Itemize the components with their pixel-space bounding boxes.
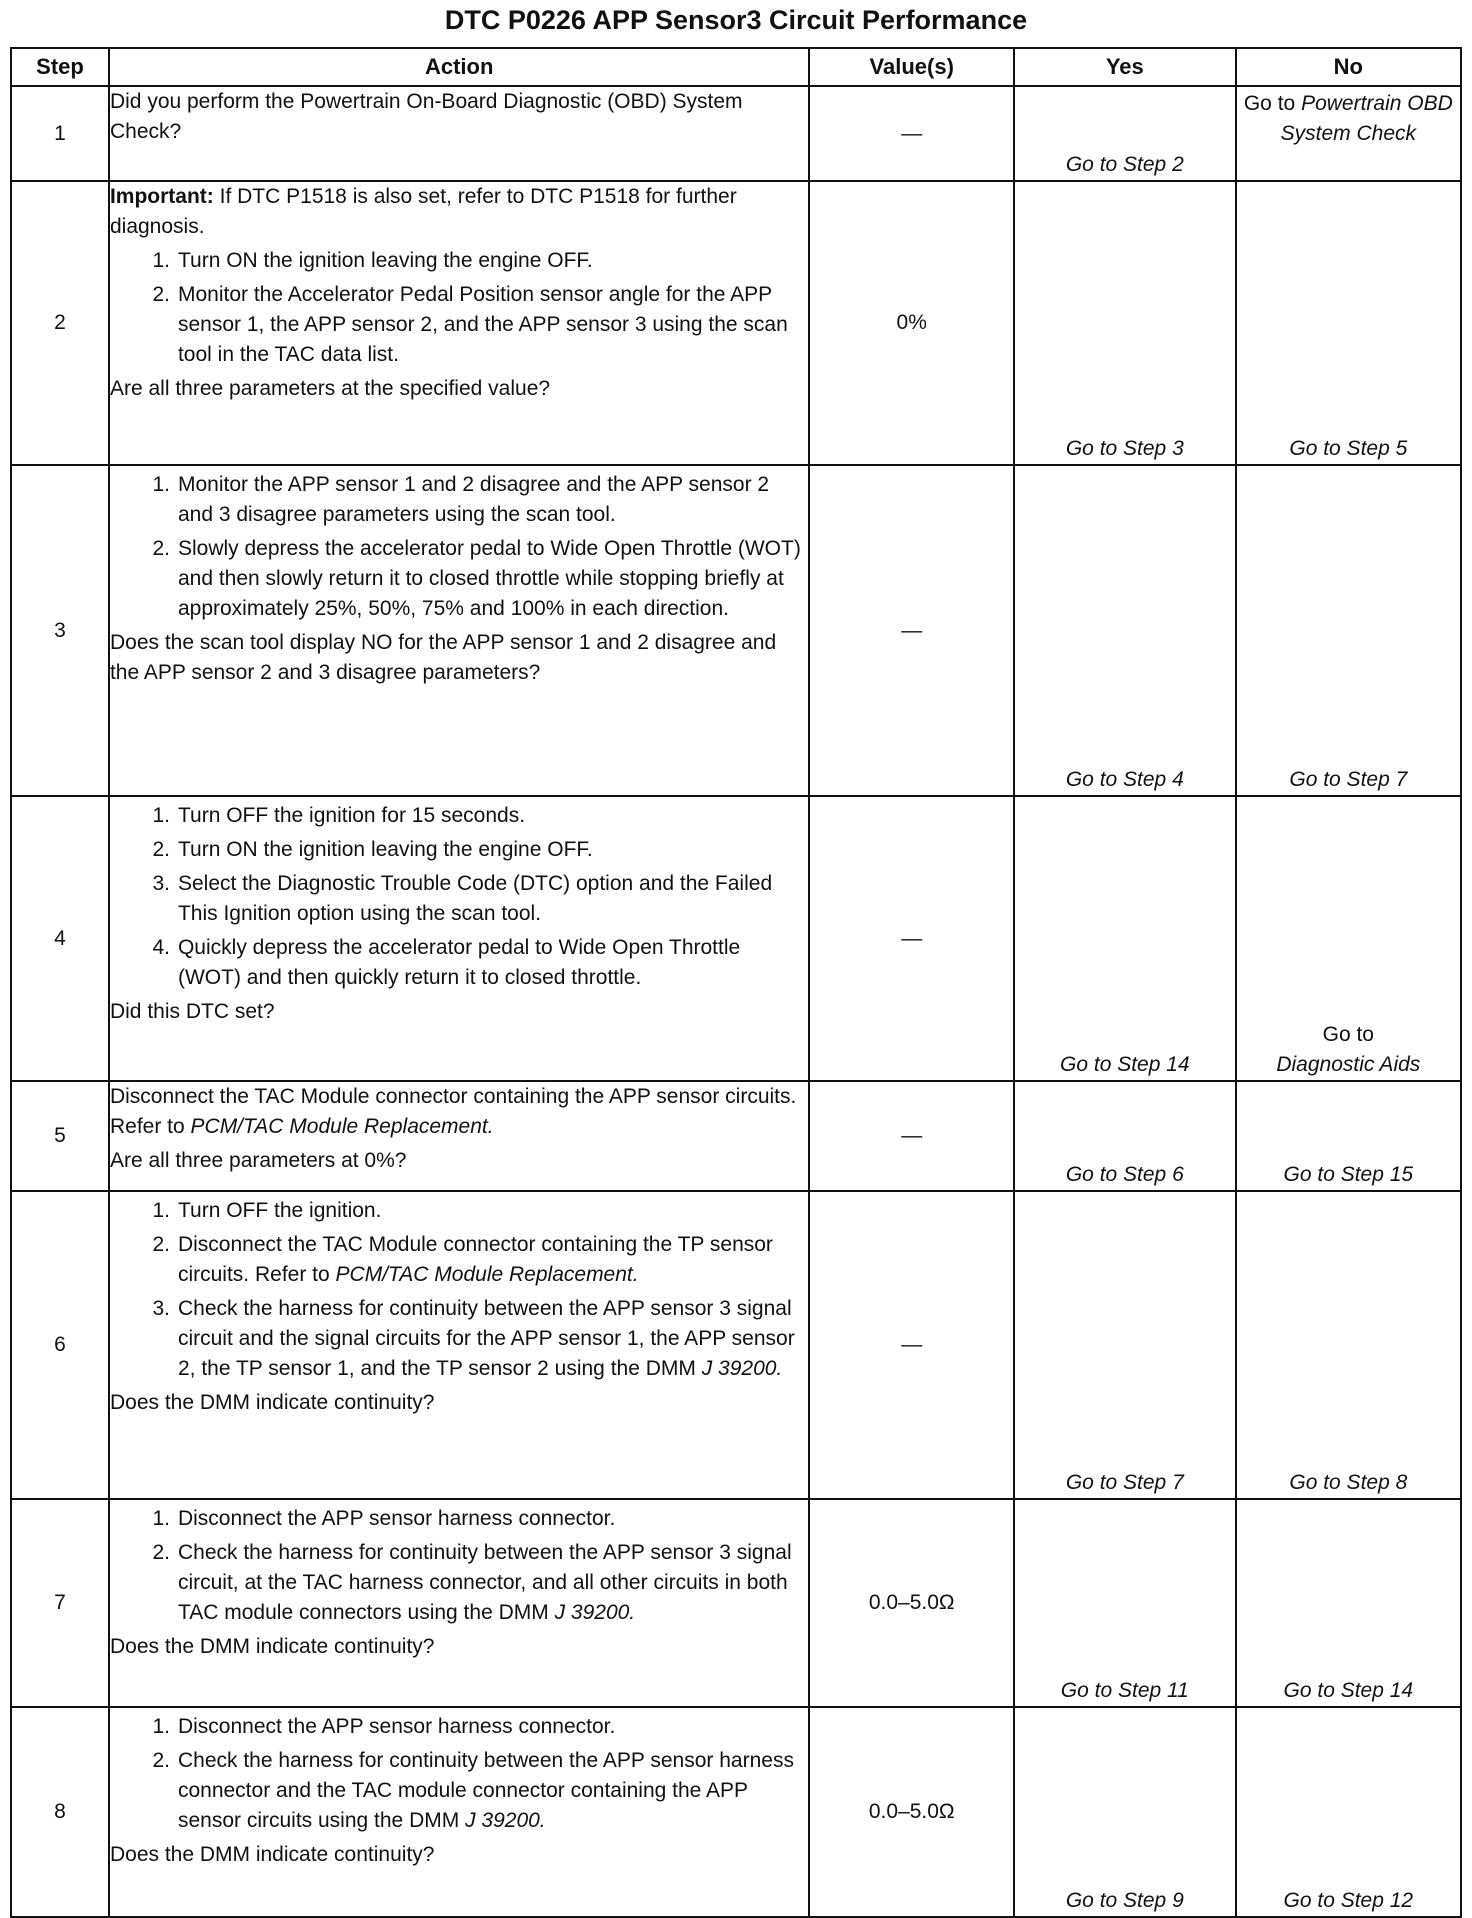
step-number: 6: [11, 1191, 109, 1499]
action-steps: [110, 1504, 809, 1628]
table-row: [11, 86, 1461, 181]
action-steps: [110, 470, 809, 624]
action-text: [110, 1082, 809, 1142]
question-text: Does the DMM indicate continuity?: [109, 1843, 435, 1866]
action-steps: [110, 801, 809, 993]
list-item-reference: PCM/TAC Module Replacement.: [335, 1263, 639, 1286]
no-cell: [1236, 796, 1461, 1081]
header-values: Value(s): [809, 48, 1014, 86]
yes-cell: Go to Step 7: [1014, 1191, 1236, 1499]
action-reference: PCM/TAC Module Replacement.: [190, 1115, 494, 1138]
no-reference: Powertrain OBD System Check: [1280, 92, 1453, 145]
header-yes: Yes: [1014, 48, 1236, 86]
no-cell: Go to Step 14: [1236, 1499, 1461, 1707]
list-item-text: Quickly depress the accelerator pedal to Wide Open Throttle (WOT) and then quickly return it to closed throttle.: [177, 936, 741, 989]
yes-cell: Go to Step 9: [1014, 1707, 1236, 1917]
no-prefix: Go to: [1243, 92, 1296, 115]
important-label: Important:: [109, 185, 214, 208]
list-item-reference: J 39200.: [701, 1357, 783, 1380]
action-cell: [109, 465, 810, 796]
list-item-text: Select the Diagnostic Trouble Code (DTC) option and the Failed This Ignition option using the scan tool.: [177, 872, 773, 925]
list-item-text: Disconnect the TAC Module connector containing the TP sensor circuits. Refer to: [177, 1233, 773, 1286]
list-item: 4. Quickly depress the accelerator pedal to Wide Open Throttle (WOT) and then quickly return it to closed throttle.: [152, 936, 741, 989]
list-item: 1. Disconnect the APP sensor harness connector.: [152, 1507, 616, 1530]
step-number: 3: [11, 465, 109, 796]
action-cell: [109, 1499, 810, 1707]
step-number: 4: [11, 796, 109, 1081]
list-item: 1. Turn ON the ignition leaving the engine OFF.: [152, 249, 593, 272]
yes-cell: Go to Step 14: [1014, 796, 1236, 1081]
no-cell: [1236, 86, 1461, 181]
no-cell: Go to Step 5: [1236, 181, 1461, 465]
list-item-text: Monitor the APP sensor 1 and 2 disagree and the APP sensor 2 and 3 disagree parameters using the scan tool.: [177, 473, 770, 526]
yes-cell: Go to Step 2: [1014, 86, 1236, 181]
list-item: 3. Select the Diagnostic Trouble Code (DTC) option and the Failed This Ignition option using the scan tool.: [152, 872, 773, 925]
question-text: Does the DMM indicate continuity?: [109, 1635, 435, 1658]
list-item: 1. Turn OFF the ignition.: [152, 1199, 382, 1222]
step-number: 7: [11, 1499, 109, 1707]
step-number: 5: [11, 1081, 109, 1191]
yes-cell: Go to Step 4: [1014, 465, 1236, 796]
list-item-text: Check the harness for continuity between the APP sensor 3 signal circuit and the signal circuits for the APP sensor 1, the APP sensor 2, the TP sensor 1, and the TP sensor 2 using the DMM: [177, 1297, 795, 1380]
list-item-text: Disconnect the APP sensor harness connector.: [177, 1715, 616, 1738]
no-cell: Go to Step 8: [1236, 1191, 1461, 1499]
no-prefix: Go to: [1322, 1023, 1374, 1046]
action-intro: Disconnect the TAC Module connector containing the APP sensor circuits. Refer to: [109, 1085, 797, 1138]
no-cell: Go to Step 7: [1236, 465, 1461, 796]
no-reference: Diagnostic Aids: [1276, 1053, 1421, 1076]
list-item-reference: J 39200.: [465, 1809, 546, 1832]
value-cell: —: [809, 86, 1014, 181]
action-steps: [110, 1196, 809, 1384]
table-row: [11, 796, 1461, 1081]
action-cell: [109, 796, 810, 1081]
value-cell: —: [809, 465, 1014, 796]
action-steps: [110, 246, 809, 370]
list-item: 2. Turn ON the ignition leaving the engine OFF.: [152, 838, 593, 861]
list-item-text: Disconnect the APP sensor harness connector.: [177, 1507, 616, 1530]
value-cell: —: [809, 796, 1014, 1081]
step-number: 8: [11, 1707, 109, 1917]
question-text: Does the DMM indicate continuity?: [109, 1391, 435, 1414]
value-cell: 0.0–5.0Ω: [809, 1499, 1014, 1707]
table-header-row: [11, 48, 1461, 86]
step-number: 2: [11, 181, 109, 465]
value-cell: 0.0–5.0Ω: [809, 1707, 1014, 1917]
question-text: Did this DTC set?: [109, 1000, 275, 1023]
list-item: 1. Turn OFF the ignition for 15 seconds.: [152, 804, 526, 827]
list-item: 1. Disconnect the APP sensor harness connector.: [152, 1715, 616, 1738]
list-item: 2. Disconnect the TAC Module connector containing the TP sensor circuits. Refer to PCM/TAC Module Replacement.: [152, 1233, 773, 1286]
table-row: [11, 1191, 1461, 1499]
diagnostic-table: [10, 47, 1462, 1918]
list-item-text: Check the harness for continuity between the APP sensor harness connector and the TAC module connector containing the APP sensor circuits using the DMM: [177, 1749, 794, 1832]
header-no: No: [1236, 48, 1461, 86]
table-row: [11, 181, 1461, 465]
yes-cell: Go to Step 3: [1014, 181, 1236, 465]
question-text: Does the scan tool display NO for the APP sensor 1 and 2 disagree and the APP sensor 2 and 3 disagree parameters?: [109, 631, 777, 684]
important-note: [110, 182, 809, 242]
table-row: [11, 465, 1461, 796]
no-cell: Go to Step 15: [1236, 1081, 1461, 1191]
list-item: 2. Check the harness for continuity between the APP sensor harness connector and the TAC module connector containing the APP sensor circuits using the DMM J 39200.: [152, 1749, 794, 1832]
table-row: [11, 1081, 1461, 1191]
important-text: If DTC P1518 is also set, refer to DTC P1518 for further diagnosis.: [109, 185, 737, 238]
step-number: 1: [11, 86, 109, 181]
value-cell: 0%: [809, 181, 1014, 465]
action-steps: [110, 1712, 809, 1836]
list-item-text: Turn OFF the ignition.: [177, 1199, 382, 1222]
question-text: Are all three parameters at 0%?: [109, 1149, 407, 1172]
header-step: Step: [11, 48, 109, 86]
value-cell: —: [809, 1081, 1014, 1191]
table-row: [11, 1499, 1461, 1707]
list-item-text: Turn ON the ignition leaving the engine OFF.: [177, 249, 593, 272]
list-item-reference: J 39200.: [554, 1601, 636, 1624]
list-item: 2. Slowly depress the accelerator pedal to Wide Open Throttle (WOT) and then slowly return it to closed throttle while stopping briefly at approximately 25%, 50%, 75% and 100% in each direction.: [152, 537, 801, 620]
table-row: [11, 1707, 1461, 1917]
action-cell: [109, 86, 810, 181]
yes-cell: Go to Step 11: [1014, 1499, 1236, 1707]
action-cell: [109, 181, 810, 465]
list-item: 3. Check the harness for continuity between the APP sensor 3 signal circuit and the signal circuits for the APP sensor 1, the APP sensor 2, the TP sensor 1, and the TP sensor 2 using the DMM J 39200.: [152, 1297, 795, 1380]
header-action: Action: [109, 48, 810, 86]
list-item: 2. Check the harness for continuity between the APP sensor 3 signal circuit, at the TAC harness connector, and all other circuits in both TAC module connectors using the DMM J 39200.: [152, 1541, 792, 1624]
list-item: 1. Monitor the APP sensor 1 and 2 disagree and the APP sensor 2 and 3 disagree parameters using the scan tool.: [152, 473, 770, 526]
list-item-text: Turn OFF the ignition for 15 seconds.: [177, 804, 526, 827]
list-item-text: Monitor the Accelerator Pedal Position sensor angle for the APP sensor 1, the APP sensor 2, and the APP sensor 3 using the scan tool in the TAC data list.: [177, 283, 788, 366]
no-cell: Go to Step 12: [1236, 1707, 1461, 1917]
value-cell: —: [809, 1191, 1014, 1499]
list-item-text: Turn ON the ignition leaving the engine OFF.: [177, 838, 593, 861]
yes-cell: Go to Step 6: [1014, 1081, 1236, 1191]
action-cell: [109, 1081, 810, 1191]
list-item: 2. Monitor the Accelerator Pedal Position sensor angle for the APP sensor 1, the APP sensor 2, and the APP sensor 3 using the scan tool in the TAC data list.: [152, 283, 788, 366]
page-title: DTC P0226 APP Sensor3 Circuit Performance: [444, 5, 1028, 35]
action-cell: [109, 1707, 810, 1917]
list-item-text: Check the harness for continuity between the APP sensor 3 signal circuit, at the TAC harness connector, and all other circuits in both TAC module connectors using the DMM: [177, 1541, 792, 1624]
action-text: Did you perform the Powertrain On-Board Diagnostic (OBD) System Check?: [109, 90, 743, 143]
action-cell: [109, 1191, 810, 1499]
question-text: Are all three parameters at the specified value?: [109, 377, 551, 400]
list-item-text: Slowly depress the accelerator pedal to Wide Open Throttle (WOT) and then slowly return it to closed throttle while stopping briefly at approximately 25%, 50%, 75% and 100% in each direction.: [177, 537, 801, 620]
